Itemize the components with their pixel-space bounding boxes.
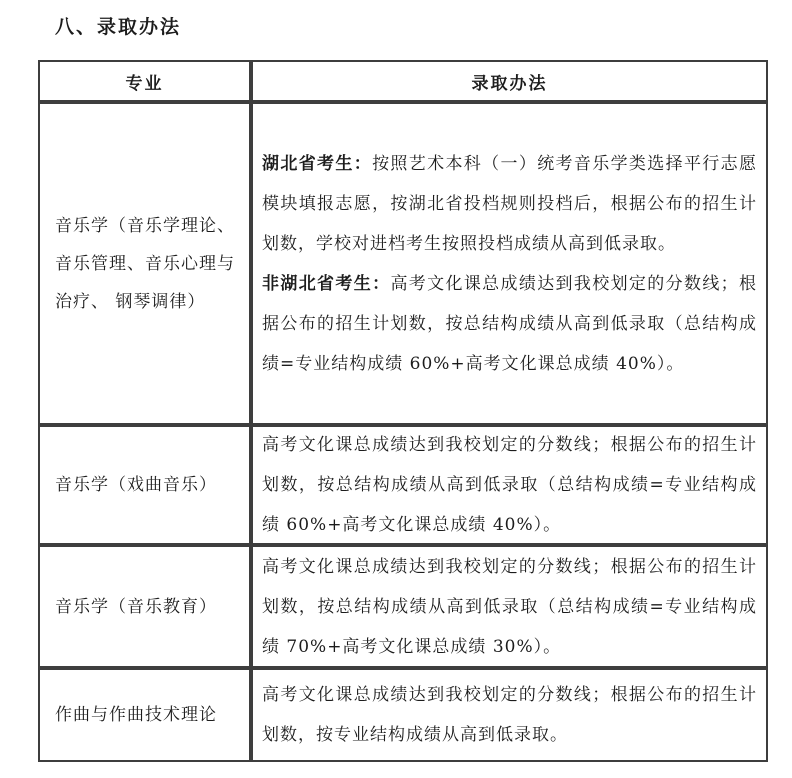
column-header-major: 专业 — [38, 60, 251, 102]
method-text — [262, 547, 757, 667]
table-row-1-major-cell — [38, 102, 251, 425]
admission-methods-table — [38, 60, 768, 762]
section-title: 八、录取办法 — [55, 16, 182, 38]
method-text — [262, 144, 757, 384]
method-paragraph-text: 高考文化课总成绩达到我校划定的分数线；根据公布的招生计划数，按总结构成绩从高到低录取（总结构成绩=专业结构成绩 60%+高考文化课总成绩 40%）。 — [262, 273, 758, 374]
method-text — [262, 675, 757, 755]
table-row-2-method-cell — [251, 425, 768, 545]
major-name: 音乐学（戏曲音乐） — [55, 475, 217, 495]
table-row-2-major-cell — [38, 425, 251, 545]
table-row-3-method-cell — [251, 545, 768, 668]
major-name: 作曲与作曲技术理论 — [55, 705, 217, 725]
method-paragraph — [262, 547, 757, 667]
table-row-3-major-cell — [38, 545, 251, 668]
method-paragraph-text: 高考文化课总成绩达到我校划定的分数线；根据公布的招生计划数，按总结构成绩从高到低录取（总结构成绩=专业结构成绩 70%+高考文化课总成绩 30%）。 — [262, 556, 757, 657]
hubei-candidates-label: 湖北省考生： — [262, 153, 373, 174]
method-paragraph — [262, 144, 757, 264]
column-header-method: 录取办法 — [251, 60, 768, 102]
method-paragraph-text: 高考文化课总成绩达到我校划定的分数线；根据公布的招生计划数，按专业结构成绩从高到低录取。 — [262, 685, 757, 745]
major-name: 音乐学（音乐教育） — [55, 596, 217, 617]
method-paragraph-text: 高考文化课总成绩达到我校划定的分数线；根据公布的招生计划数，按总结构成绩从高到低录取（总结构成绩=专业结构成绩 60%+高考文化课总成绩 40%）。 — [262, 435, 757, 535]
table-row-4-method-cell — [251, 668, 768, 762]
major-name: 音乐学（音乐学理论、音乐管理、音乐心理与治疗、 钢琴调律） — [55, 215, 235, 312]
method-paragraph — [262, 675, 757, 755]
method-paragraph-text: 按照艺术本科（一）统考音乐学类选择平行志愿模块填报志愿，按湖北省投档规则投档后，根据公布的招生计划数，学校对进档考生按照投档成绩从高到低录取。 — [262, 153, 758, 254]
table-row-1-method-cell — [251, 102, 768, 425]
method-paragraph — [262, 264, 757, 384]
non-hubei-candidates-label: 非湖北省考生： — [262, 273, 391, 294]
table-row-4-major-cell — [38, 668, 251, 762]
method-text — [262, 425, 757, 545]
method-paragraph — [262, 425, 757, 545]
